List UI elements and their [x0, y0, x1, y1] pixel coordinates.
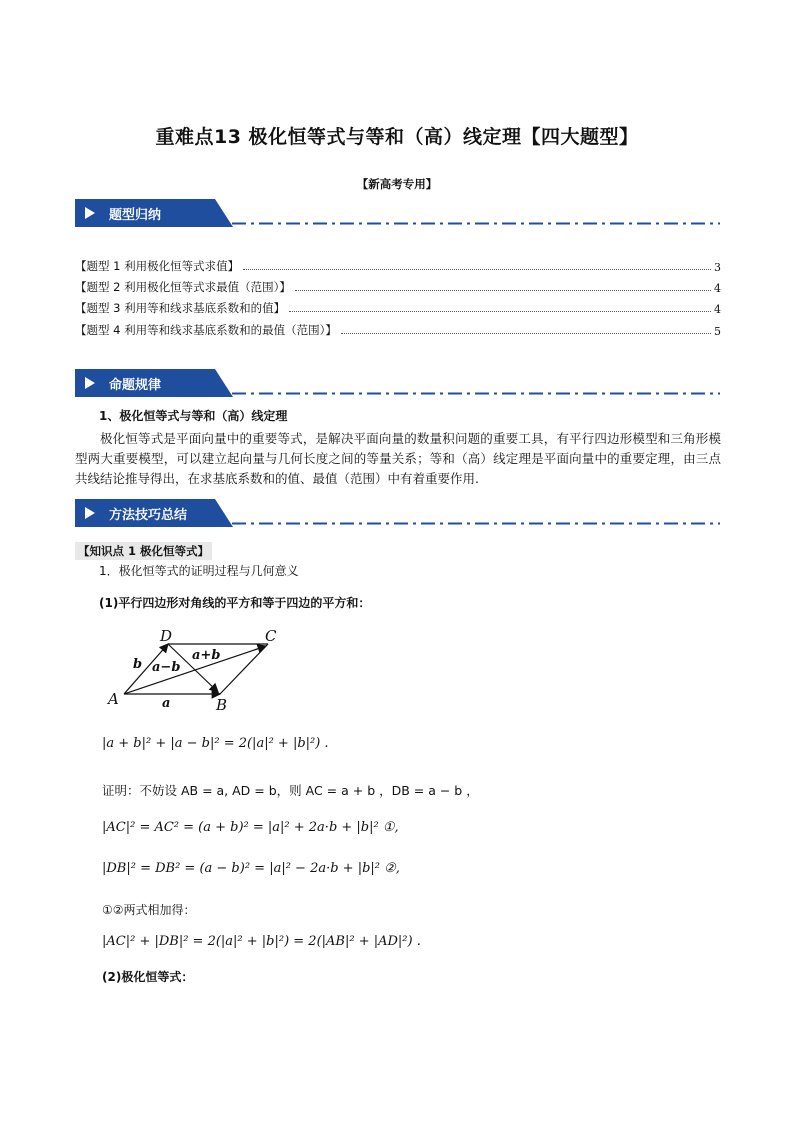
- side-bc-line: [220, 644, 268, 694]
- toc-label: 【题型 1 利用极化恒等式求值】: [75, 259, 240, 273]
- play-icon: [85, 507, 95, 519]
- toc-item[interactable]: [75, 258, 721, 274]
- banner-label: 方法技巧总结: [109, 508, 188, 523]
- toc-leader: [243, 269, 711, 270]
- knowledge-point-label: 【知识点 1 极化恒等式】: [75, 542, 212, 560]
- play-icon: [85, 207, 95, 219]
- parallelogram-figure: [100, 624, 300, 714]
- toc-page: 4: [714, 282, 721, 295]
- toc-item[interactable]: [75, 322, 721, 338]
- equation-2: |DB|² = DB² = (a − b)² = |a|² − 2a·b + |b|² ②,: [102, 861, 400, 876]
- banner-label: 命题规律: [109, 378, 162, 393]
- toc-page: 4: [714, 303, 721, 316]
- proof-statement: 证明：不妨设 AB = a, AD = b，则 AC = a + b ，DB = a − b ，: [102, 783, 479, 798]
- equation-1: |AC|² = AC² = (a + b)² = |a|² + 2a·b + |b|² ①,: [102, 820, 399, 835]
- section-heading: 1．极化恒等式的证明过程与几何意义: [99, 564, 299, 578]
- vector-b-label: b: [133, 657, 143, 672]
- banner-label: 题型归纳: [109, 208, 162, 223]
- rules-heading: 1、极化恒等式与等和（高）线定理: [99, 409, 288, 423]
- equation-3: |AC|² + |DB|² = 2(|a|² + |b|²) = 2(|AB|² + |AD|²) .: [102, 934, 421, 949]
- identity-formula: |a + b|² + |a − b|² = 2(|a|² + |b|²) .: [102, 736, 329, 751]
- point-c-label: C: [265, 627, 277, 645]
- dash-dot-divider: [232, 392, 720, 395]
- toc-leader: [341, 333, 711, 334]
- section-banner-rules: [75, 369, 235, 397]
- toc-page: 5: [714, 325, 721, 338]
- toc-item[interactable]: [75, 300, 721, 316]
- dash-dot-divider: [232, 522, 720, 525]
- difference-label: a−b: [152, 660, 181, 675]
- toc-page: 3: [714, 261, 721, 274]
- dash-dot-divider: [232, 222, 720, 225]
- subsection-heading-2: (2)极化恒等式：: [102, 970, 194, 984]
- toc-item[interactable]: [75, 279, 721, 295]
- sum-label: a+b: [192, 648, 221, 663]
- toc-label: 【题型 4 利用等和线求基底系数和的最值（范围）】: [75, 323, 337, 337]
- toc-leader: [289, 311, 711, 312]
- rules-paragraph: 极化恒等式是平面向量中的重要等式，是解决平面向量的数量积问题的重要工具，有平行四边形模型和三角形模型两大重要模型，可以建立起向量与几何长度之间的等量关系；等和（高）线定理是平面向量中的重要定理，由三点共线结论推导得出，在求基底系数和的值、最值（范围）中有着重要作用.: [75, 431, 721, 486]
- toc-leader: [295, 290, 711, 291]
- point-d-label: D: [160, 627, 173, 645]
- page-title: 重难点13 极化恒等式与等和（高）线定理【四大题型】: [155, 126, 639, 148]
- play-icon: [85, 377, 95, 389]
- toc-label: 【题型 3 利用等和线求基底系数和的值】: [75, 301, 286, 315]
- section-banner-types: [75, 199, 235, 227]
- subsection-heading: (1)平行四边形对角线的平方和等于四边的平方和：: [99, 596, 371, 610]
- point-a-label: A: [108, 690, 119, 708]
- point-b-label: B: [216, 696, 228, 714]
- vector-a-label: a: [162, 696, 171, 711]
- section-banner-methods: [75, 499, 235, 527]
- page-subtitle: 【新高考专用】: [356, 177, 438, 191]
- toc-label: 【题型 2 利用极化恒等式求最值（范围）】: [75, 280, 291, 294]
- combine-text: ①②两式相加得：: [102, 903, 196, 917]
